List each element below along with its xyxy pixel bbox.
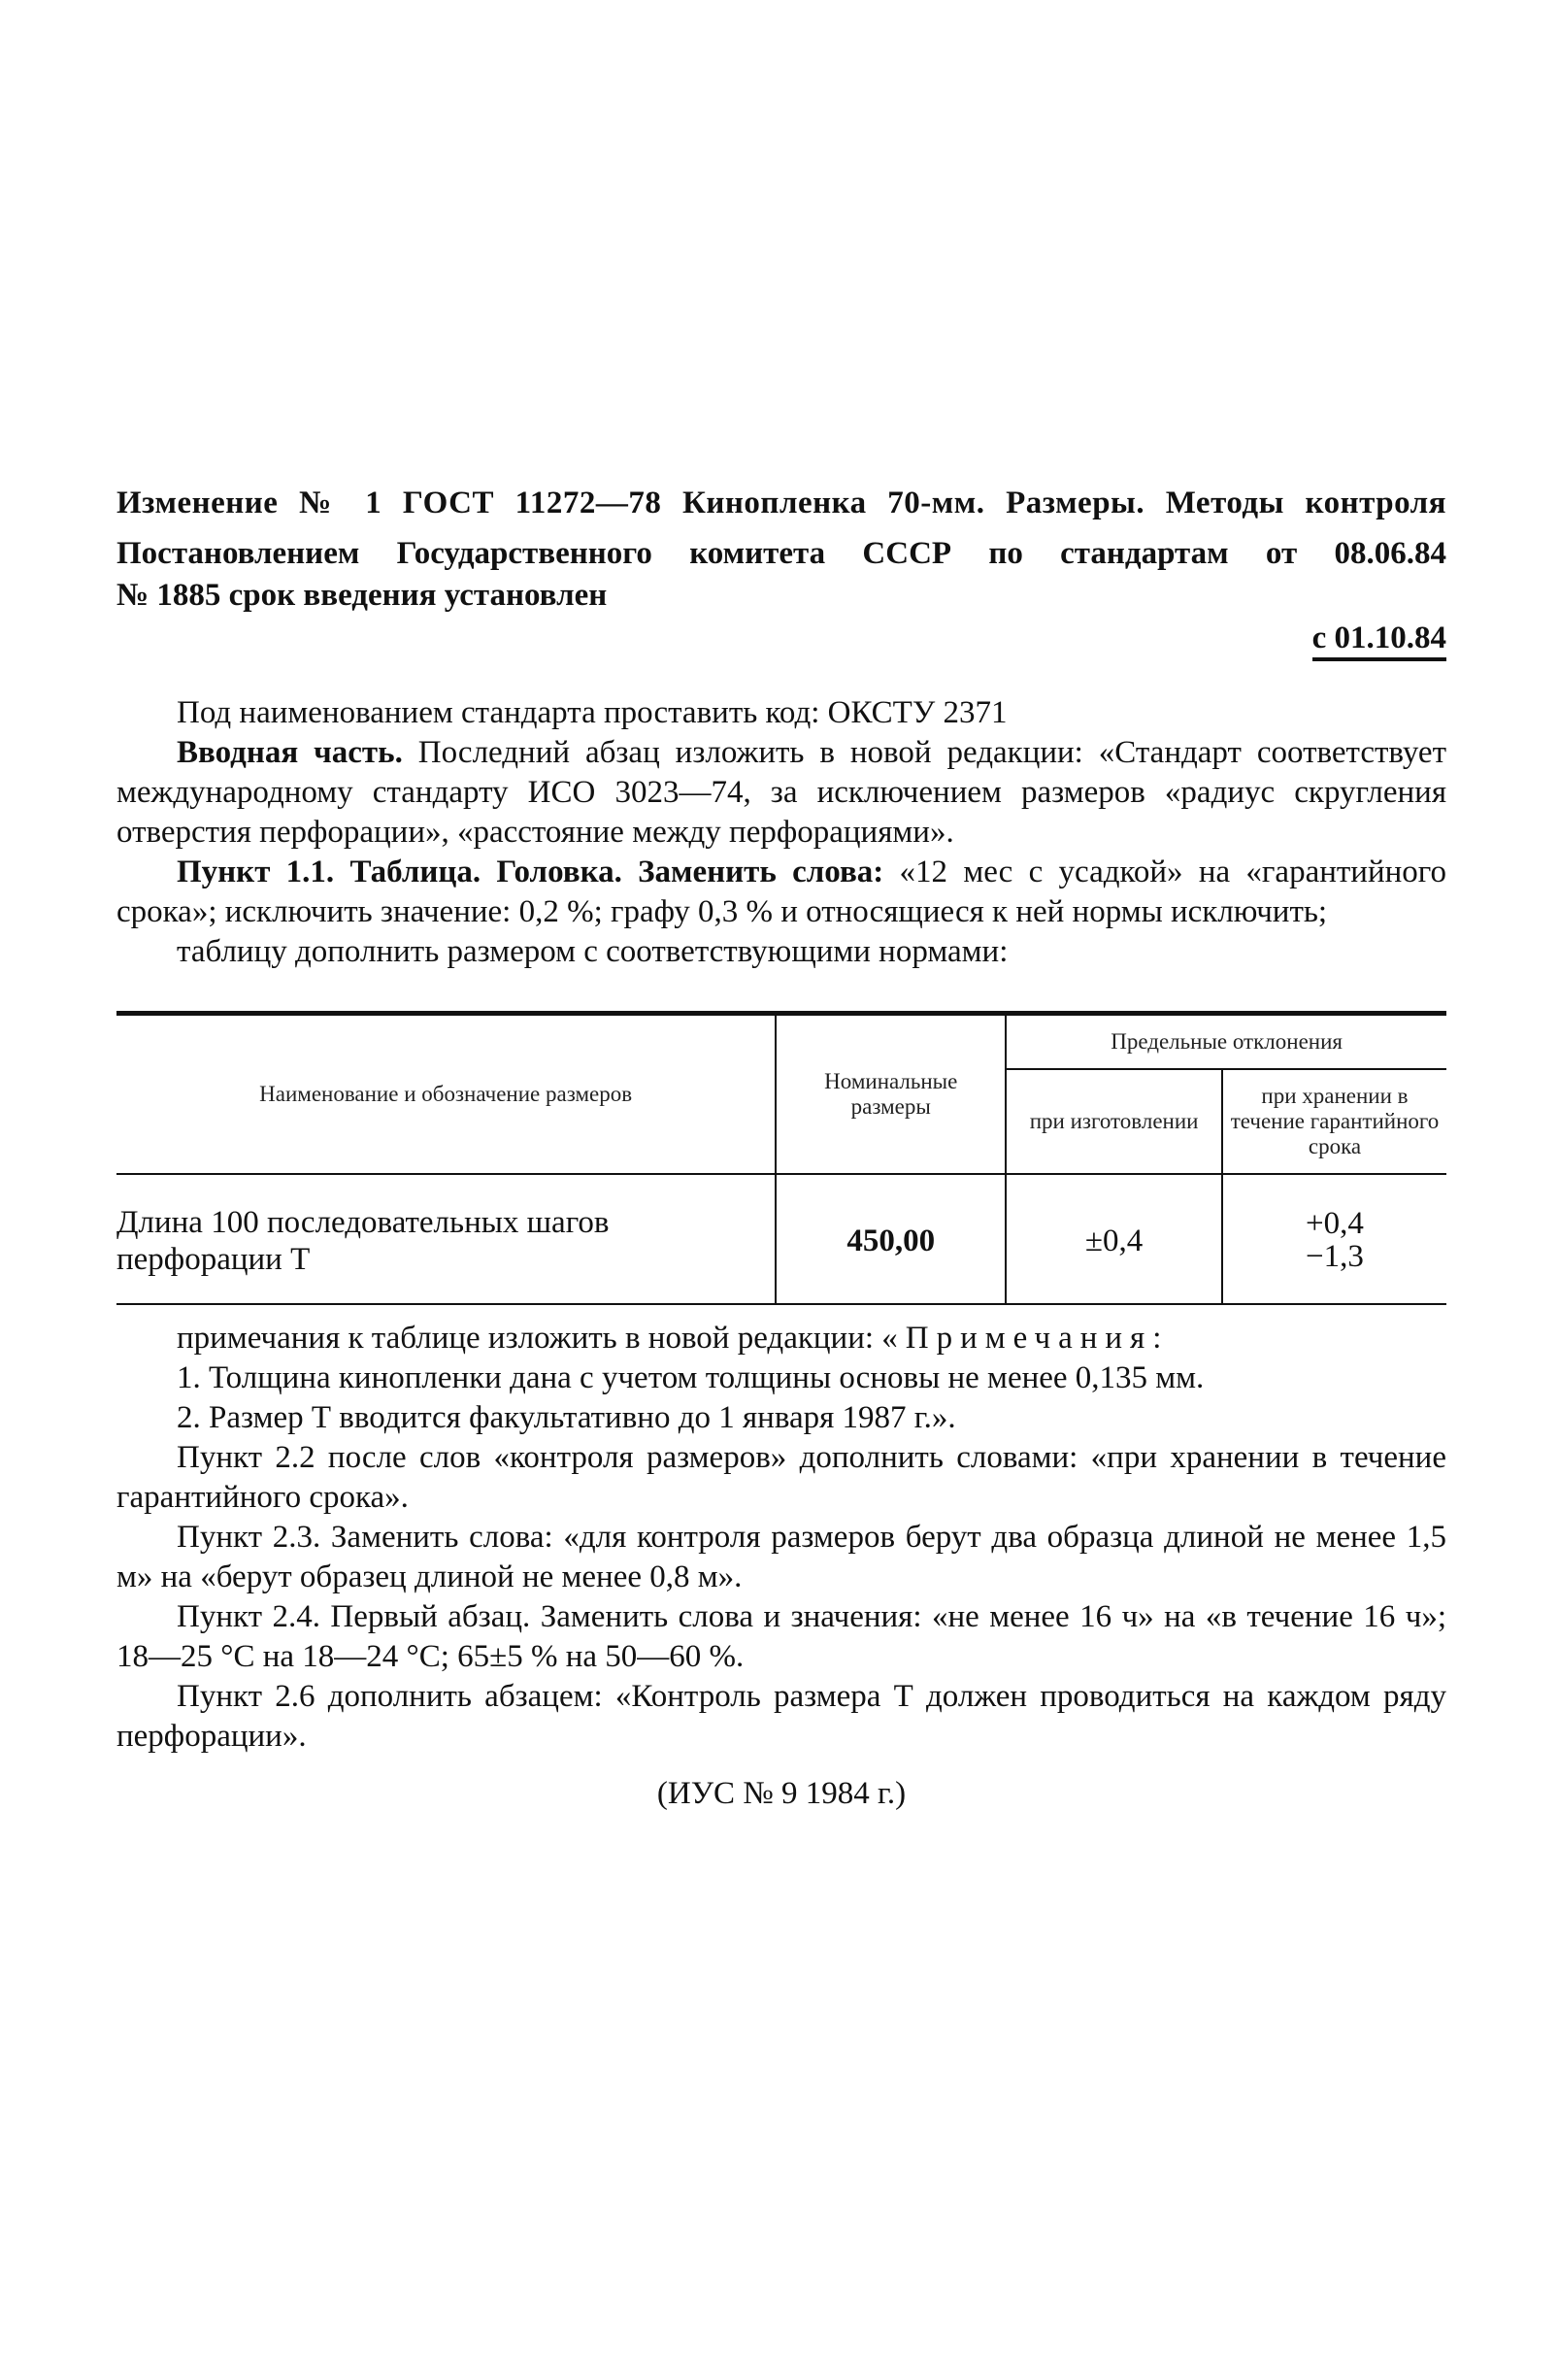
- header-manufacture: при изготовлении: [1006, 1069, 1222, 1174]
- storage-deviation-stack: [1306, 1207, 1364, 1273]
- header-deviations: Предельные отклонения: [1006, 1014, 1446, 1070]
- paragraph-table-intro: таблицу дополнить размером с соответствующими нормами:: [177, 934, 1009, 969]
- source-reference: (ИУС № 9 1984 г.): [656, 1776, 907, 1811]
- header-nominal: Номинальные размеры: [776, 1014, 1006, 1175]
- effective-date-value: с 01.10.84: [1312, 620, 1446, 661]
- paragraph-intro: [116, 733, 1446, 853]
- amendment-body: [116, 693, 1446, 972]
- note-1: 1. Толщина кинопленки дана с учетом толщины основы не менее 0,135 мм.: [177, 1360, 1205, 1395]
- row-manufacture: ±0,4: [1006, 1174, 1222, 1304]
- row-nominal: 450,00: [776, 1174, 1006, 1304]
- intro-lead: Вводная часть.: [177, 735, 403, 770]
- paragraph-clause-1-1: [116, 853, 1446, 932]
- document-title: Изменение № 1 ГОСТ 11272—78 Кинопленка 70-мм. Размеры. Методы контроля: [116, 486, 1446, 520]
- note-2: 2. Размер Т вводится факультативно до 1 января 1987 г.».: [177, 1400, 956, 1435]
- sizes-table-wrap: [116, 1011, 1446, 1305]
- clause-2-2: Пункт 2.2 после слов «контроля размеров» дополнить словами: «при хранении в течение гарантийного срока».: [116, 1440, 1446, 1515]
- document-page: [116, 481, 1446, 1814]
- clause-2-4: Пункт 2.4. Первый абзац. Заменить слова и значения: «не менее 16 ч» на «в течение 16 ч»; 18—25 °С на 18—24 °С; 65±5 % на 50—60 %.: [116, 1599, 1446, 1674]
- clause-2-3: Пункт 2.3. Заменить слова: «для контроля размеров берут два образца длиной не менее 1,5 м» на «берут образец длиной не менее 0,8 м».: [116, 1520, 1446, 1594]
- header-name: Наименование и обозначение размеров: [259, 1082, 633, 1106]
- header-storage: при хранении в течение гарантийного срока: [1222, 1069, 1446, 1174]
- notes-intro-text: примечания к таблице изложить в новой редакции:: [177, 1321, 875, 1356]
- table-row: [116, 1174, 1446, 1304]
- paragraph-okstu: Под наименованием стандарта проставить код: ОКСТУ 2371: [177, 695, 1008, 730]
- sizes-table: [116, 1011, 1446, 1305]
- row-name: Длина 100 последовательных шагов перфорации Т: [116, 1205, 610, 1277]
- clause-2-6: Пункт 2.6 дополнить абзацем: «Контроль размера Т должен проводиться на каждом ряду перфорации».: [116, 1679, 1446, 1754]
- storage-minus: −1,3: [1306, 1239, 1364, 1274]
- clause-1-1-text: «12 мес с усадкой» на «гарантийного срока»; исключить значение: 0,2 %; графу 0,3 % и относящиеся к ней нормы исключить;: [116, 855, 1447, 929]
- decree-line: Постановлением Государственного комитета СССР по стандартам от 08.06.84: [116, 536, 1446, 571]
- clause-1-1-lead: Пункт 1.1. Таблица. Головка. Заменить слова:: [177, 855, 884, 889]
- notes-section: [116, 1319, 1446, 1814]
- row-storage: [1222, 1174, 1446, 1304]
- decree-number-line: № 1885 срок введения установлен: [116, 578, 608, 613]
- storage-plus: +0,4: [1306, 1206, 1364, 1241]
- notes-head: «Примечания:: [881, 1321, 1170, 1356]
- notes-intro: [116, 1319, 1446, 1358]
- intro-text: Последний абзац изложить в новой редакции: «Стандарт соответствует международному стандарту ИСО 3023—74, за исключением размеров «радиус скругления отверстия перфорации», «расстояние между перфорациями».: [116, 735, 1446, 850]
- effective-date: [116, 620, 1446, 656]
